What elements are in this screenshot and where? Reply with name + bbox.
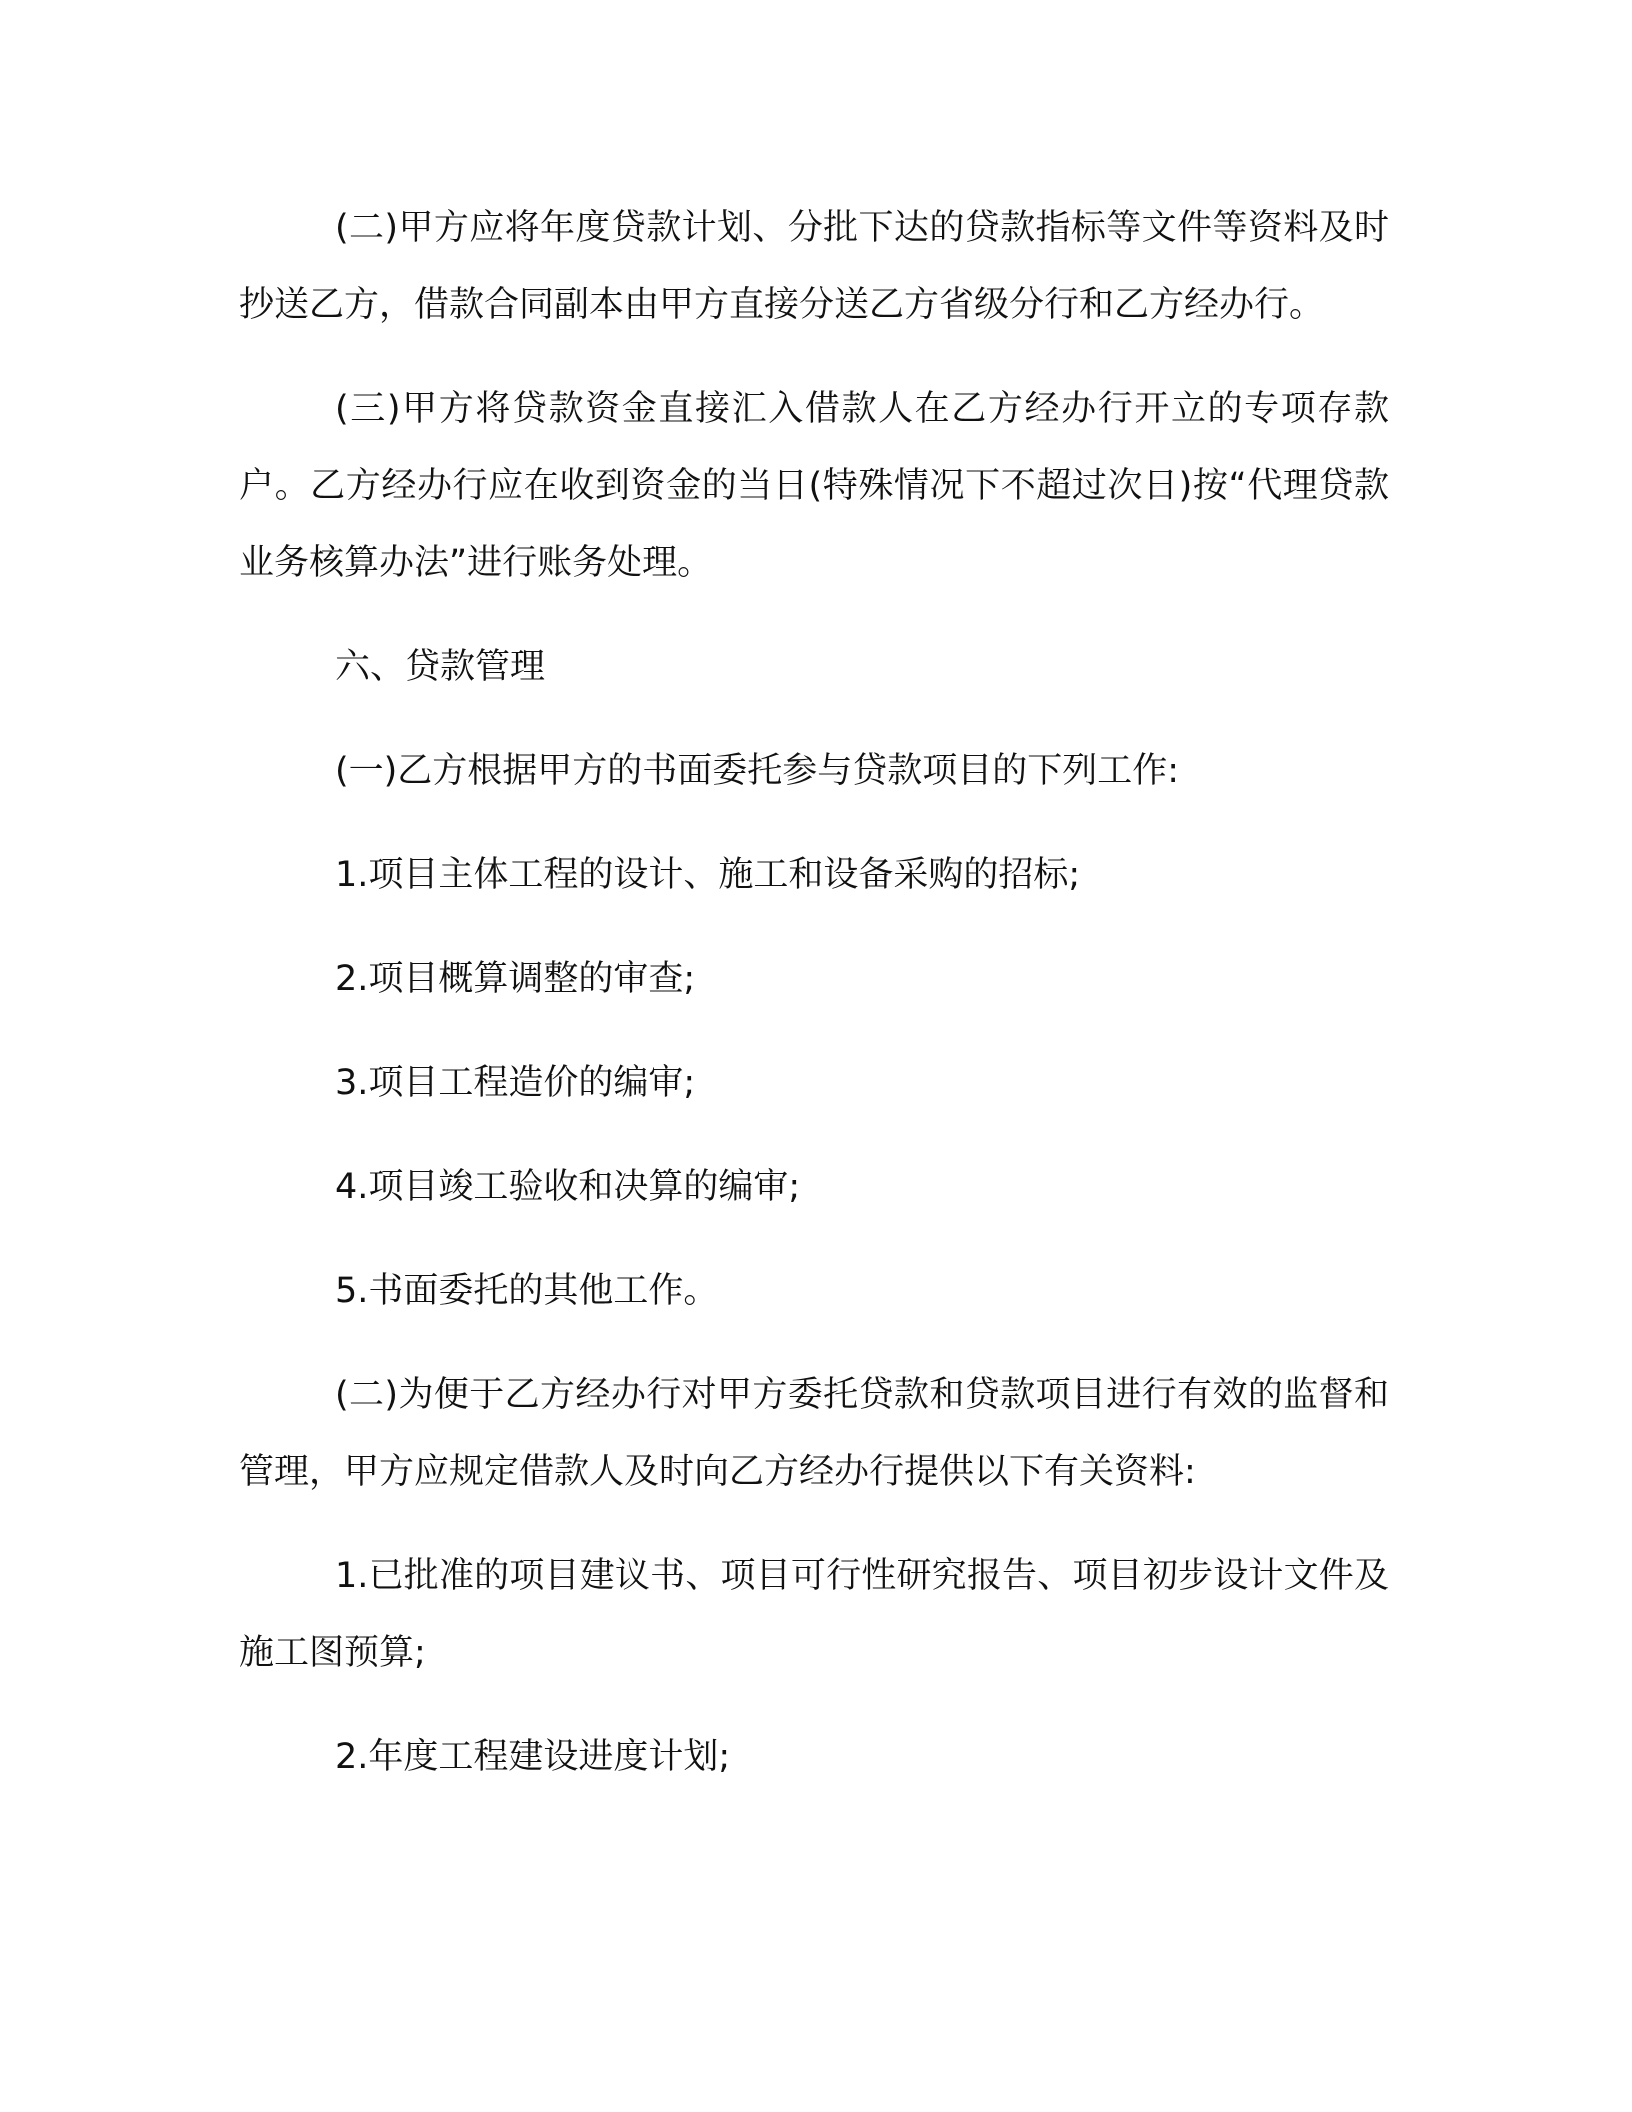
paragraph-supervision-materials: (二)为便于乙方经办行对甲方委托贷款和贷款项目进行有效的监督和管理，甲方应规定借款人及时向乙方经办行提供以下有关资料: [239, 1375, 1389, 1492]
list-item-4: 4.项目竣工验收和决算的编审; [335, 1167, 801, 1207]
materials-item-2: 2.年度工程建设进度计划; [335, 1737, 731, 1777]
list-item-5: 5.书面委托的其他工作。 [335, 1271, 719, 1311]
list-item-3: 3.项目工程造价的编审; [335, 1063, 696, 1103]
list-item-2: 2.项目概算调整的审查; [335, 959, 696, 999]
paragraph-entrusted-work: (一)乙方根据甲方的书面委托参与贷款项目的下列工作: [335, 751, 1180, 791]
materials-item-1: 1.已批准的项目建议书、项目可行性研究报告、项目初步设计文件及施工图预算; [239, 1556, 1389, 1673]
document-body [239, 190, 1389, 1823]
paragraph-fund-remittance: (三)甲方将贷款资金直接汇入借款人在乙方经办行开立的专项存款户。乙方经办行应在收到资金的当日(特殊情况下不超过次日)按“代理贷款业务核算办法”进行账务处理。 [239, 389, 1389, 583]
paragraph-loan-plan-copy: (二)甲方应将年度贷款计划、分批下达的贷款指标等文件等资料及时抄送乙方，借款合同副本由甲方直接分送乙方省级分行和乙方经办行。 [239, 208, 1389, 325]
list-item-1: 1.项目主体工程的设计、施工和设备采购的招标; [335, 855, 1081, 895]
section-heading-loan-management: 六、贷款管理 [335, 647, 546, 687]
